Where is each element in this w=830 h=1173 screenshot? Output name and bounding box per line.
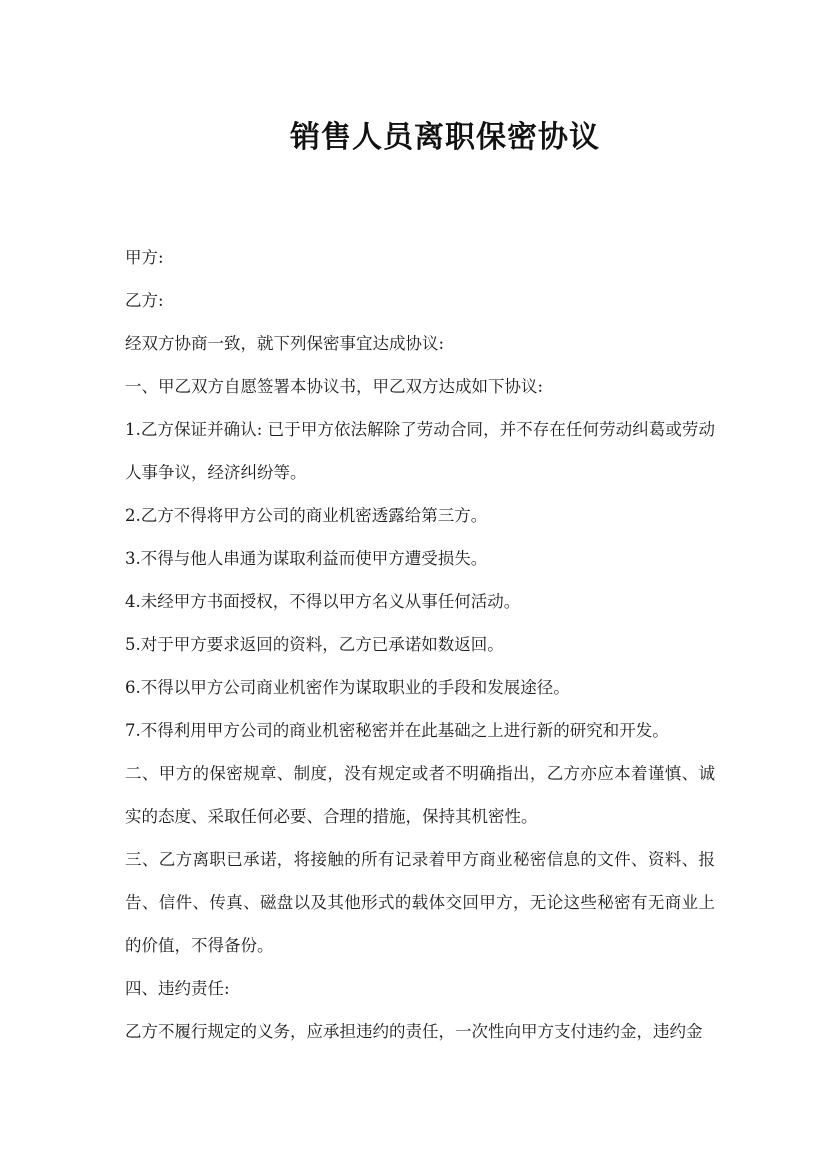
clause-6: 6.不得以甲方公司商业机密作为谋取职业的手段和发展途径。 (125, 678, 570, 697)
section-2: 二、甲方的保密规章、制度，没有规定或者不明确指出，乙方亦应本着谨慎、诚实的态度、采取任何必要、合理的措施，保持其机密性。 (125, 764, 715, 826)
party-a-line: 甲方: (125, 248, 164, 267)
section-3: 三、乙方离职已承诺，将接触的所有记录着甲方商业秘密信息的文件、资料、报告、信件、传真、磁盘以及其他形式的载体交回甲方，无论这些秘密有无商业上的价值，不得备份。 (125, 850, 715, 955)
document-title: 销售人员离职保密协议 (290, 120, 600, 155)
document-body (125, 236, 715, 1053)
clause-4: 4.未经甲方书面授权，不得以甲方名义从事任何活动。 (125, 592, 521, 611)
section-4-text: 乙方不履行规定的义务，应承担违约的责任，一次性向甲方支付违约金，违约金 (125, 1022, 703, 1041)
section-4-heading: 四、违约责任: (125, 979, 230, 998)
clause-2: 2.乙方不得将甲方公司的商业机密透露给第三方。 (125, 506, 488, 525)
clause-7: 7.不得利用甲方公司的商业机密秘密并在此基础之上进行新的研究和开发。 (125, 721, 669, 740)
preamble: 经双方协商一致，就下列保密事宜达成协议: (125, 334, 445, 353)
clause-3: 3.不得与他人串通为谋取利益而使甲方遭受损失。 (125, 549, 488, 568)
clause-1: 1.乙方保证并确认: 已于甲方依法解除了劳动合同，并不存在任何劳动纠葛或劳动人事争议，经济纠纷等。 (125, 420, 715, 482)
clause-5: 5.对于甲方要求返回的资料，乙方已承诺如数返回。 (125, 635, 504, 654)
party-b-line: 乙方: (125, 291, 164, 310)
section-1-heading: 一、甲乙双方自愿签署本协议书，甲乙双方达成如下协议: (125, 377, 544, 396)
